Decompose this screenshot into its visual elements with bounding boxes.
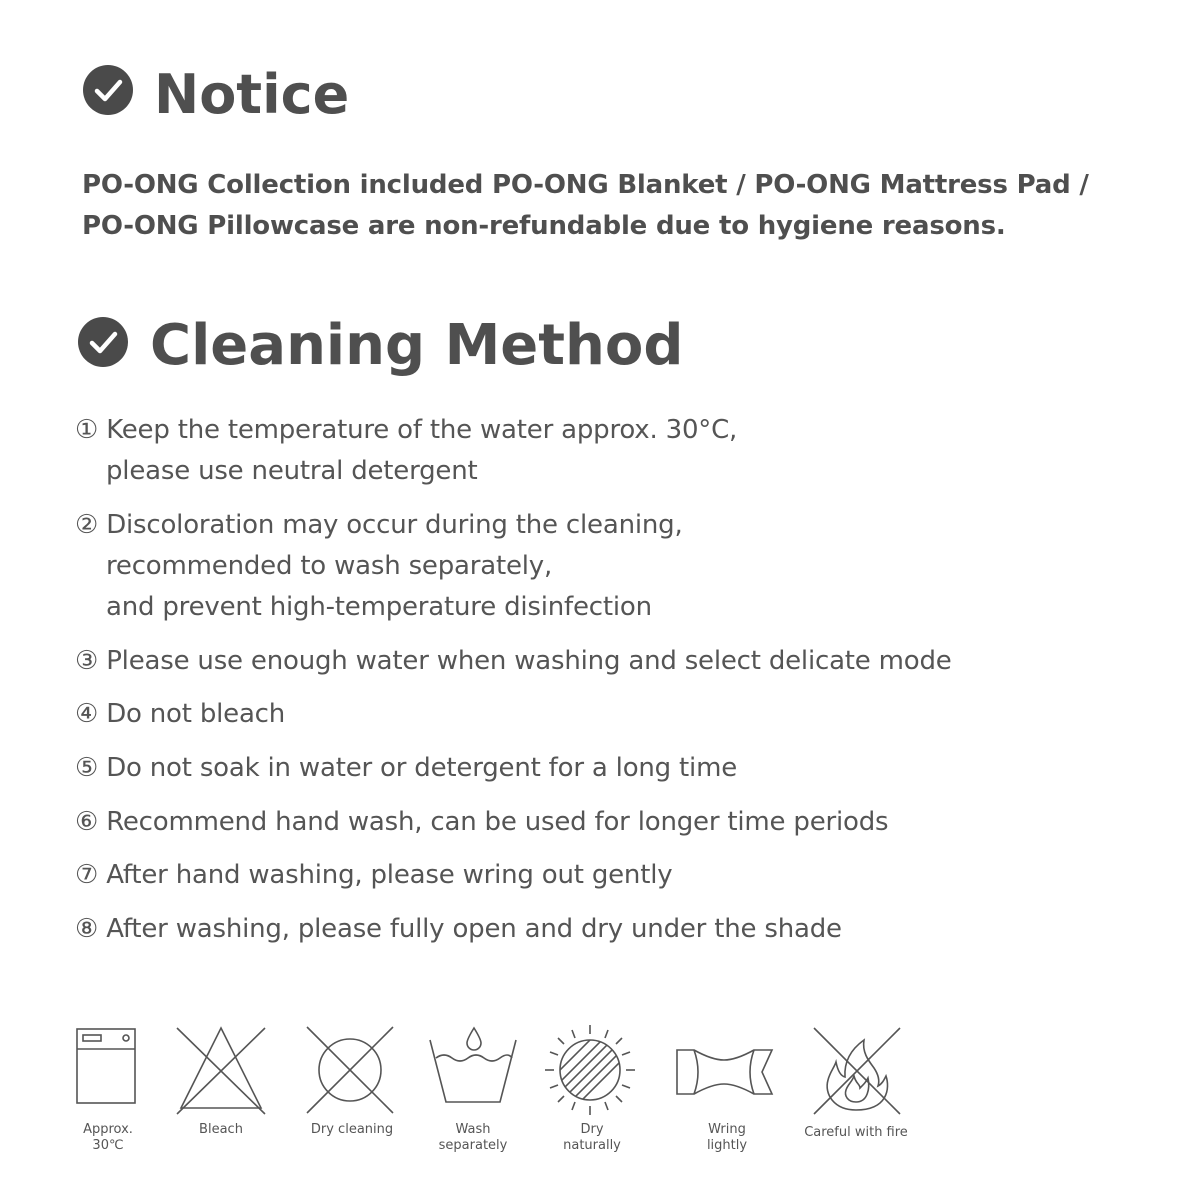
no-bleach-icon: [171, 1022, 271, 1122]
item-text: Please use enough water when washing and select delicate mode: [106, 646, 952, 676]
item-number: ⑦: [75, 860, 99, 890]
item-number: ④: [75, 699, 99, 729]
item-text: After washing, please fully open and dry under the shade: [106, 914, 842, 944]
hand-wash-basin-icon: [422, 1022, 522, 1122]
method-item-1: [75, 410, 737, 492]
care-label-dry-naturally: Dry naturally: [563, 1122, 621, 1153]
item-number: ⑧: [75, 914, 99, 944]
care-label-temperature: Approx. 30℃: [83, 1122, 133, 1153]
item-text: Discoloration may occur during the cleaning,: [106, 510, 683, 540]
item-number: ⑤: [75, 753, 99, 783]
no-dry-cleaning-icon: [302, 1022, 402, 1122]
method-item-4: [75, 694, 285, 735]
check-circle-icon: [82, 64, 134, 116]
notice-text: [82, 165, 1132, 247]
item-text: Recommend hand wash, can be used for longer time periods: [106, 807, 889, 837]
care-label-bleach: Bleach: [199, 1122, 243, 1137]
item-text: Do not bleach: [106, 699, 286, 729]
notice-line: PO-ONG Collection included PO-ONG Blanket / PO-ONG Mattress Pad /: [82, 170, 1089, 200]
method-item-2: [75, 505, 683, 628]
method-item-6: [75, 802, 888, 843]
item-text: Keep the temperature of the water approx. 30°C,: [106, 415, 738, 445]
method-item-3: [75, 641, 952, 682]
item-text: Do not soak in water or detergent for a long time: [106, 753, 737, 783]
item-number: ②: [75, 510, 99, 540]
item-number: ①: [75, 415, 99, 445]
care-label-wring-lightly: Wring lightly: [706, 1122, 748, 1153]
item-text: recommended to wash separately,: [106, 551, 553, 581]
item-text: After hand washing, please wring out gently: [106, 860, 673, 890]
no-fire-icon: [808, 1022, 908, 1122]
care-label-wash-separately: Wash separately: [438, 1122, 508, 1153]
notice-line: PO-ONG Pillowcase are non-refundable due to hygiene reasons.: [82, 211, 1006, 241]
item-text: please use neutral detergent: [106, 456, 478, 486]
check-circle-icon: [77, 316, 129, 368]
washing-machine-icon: [58, 1022, 158, 1122]
dry-in-shade-sun-icon: [542, 1022, 642, 1122]
cleaning-method-title: Cleaning Method: [150, 313, 684, 378]
item-number: ③: [75, 646, 99, 676]
care-label-careful-with-fire: Careful with fire: [804, 1125, 908, 1140]
item-text: and prevent high-temperature disinfection: [106, 592, 652, 622]
method-item-7: [75, 855, 672, 896]
notice-title: Notice: [154, 63, 350, 126]
care-label-dry-cleaning: Dry cleaning: [310, 1122, 394, 1137]
method-item-5: [75, 748, 737, 789]
wring-gently-icon: [674, 1022, 774, 1122]
method-item-8: [75, 909, 842, 950]
item-number: ⑥: [75, 807, 99, 837]
